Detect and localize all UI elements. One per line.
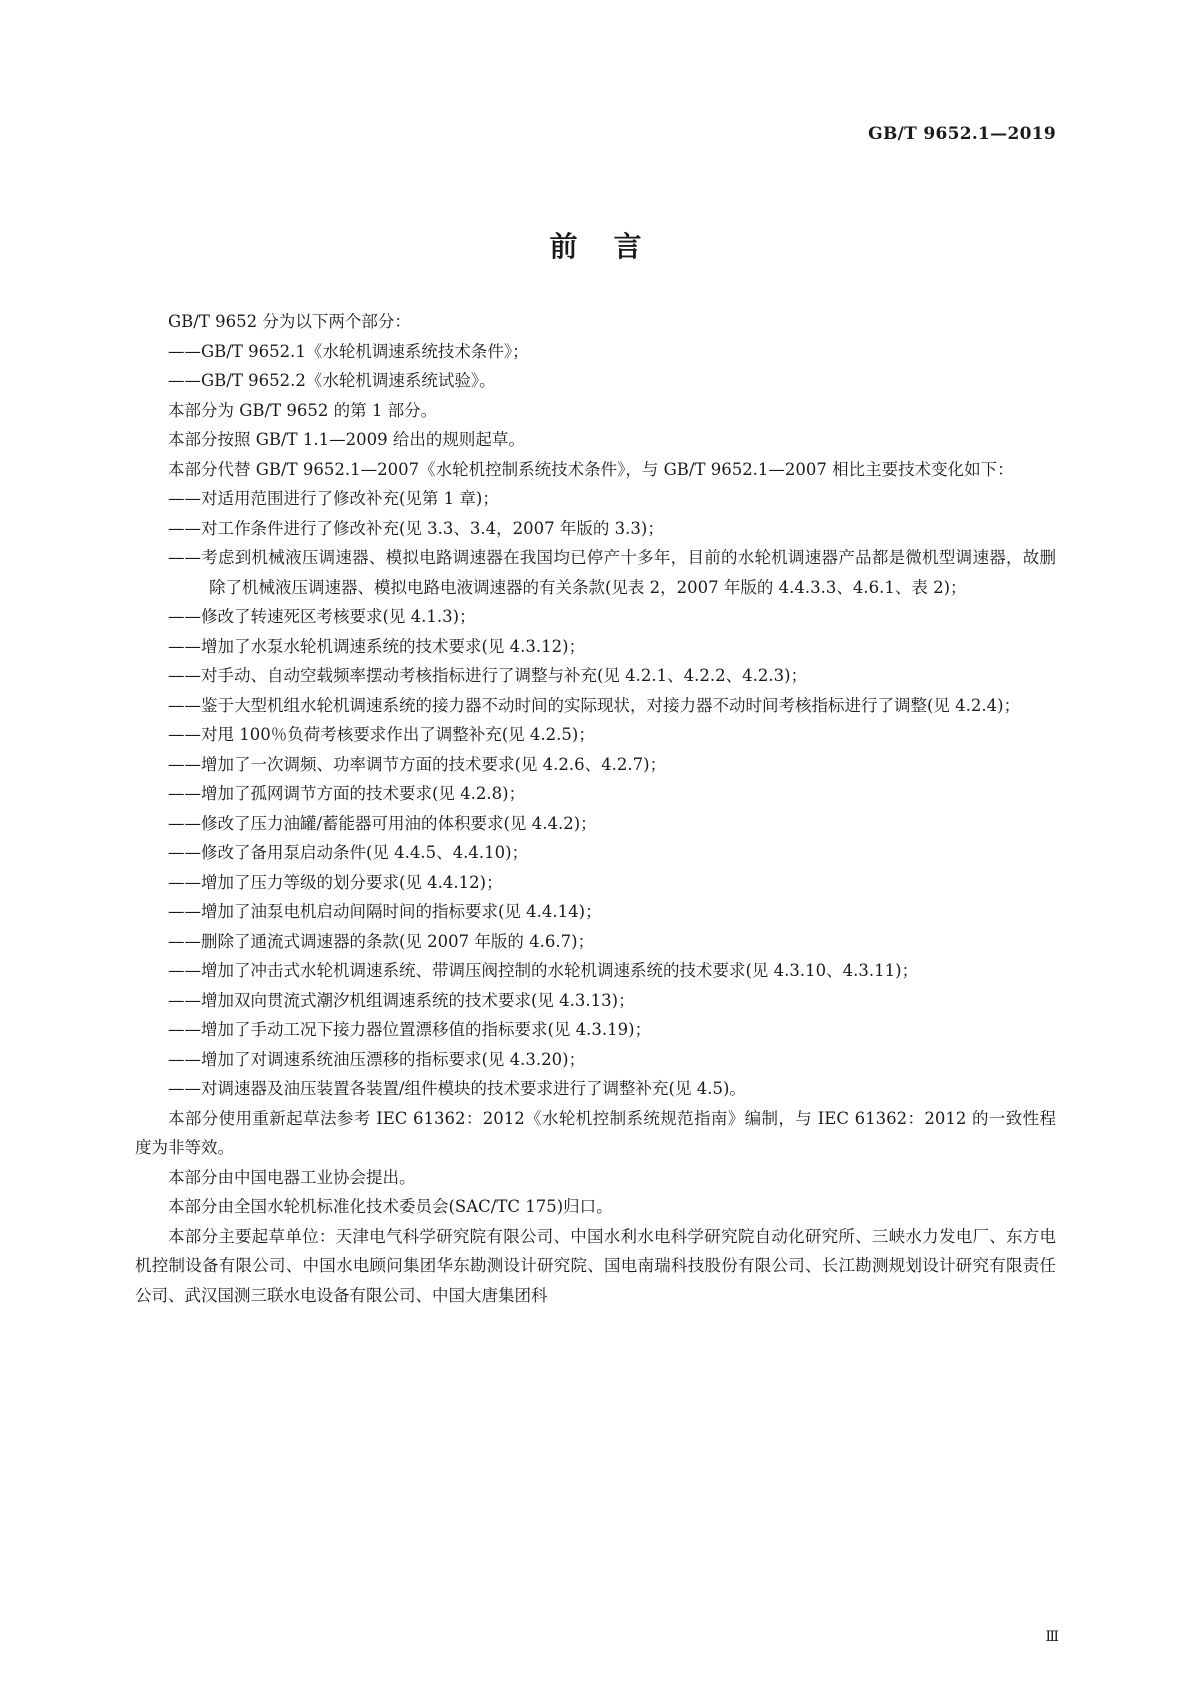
list-item: ——对适用范围进行了修改补充(见第 1 章)； (168, 489, 499, 508)
list-item: ——修改了转速死区考核要求(见 4.1.3)； (168, 607, 476, 626)
paragraph: 本部分由全国水轮机标准化技术委员会(SAC/TC 175)归口。 (168, 1197, 613, 1216)
list-item: ——增加双向贯流式潮汐机组调速系统的技术要求(见 4.3.13)； (168, 990, 635, 1010)
page-number: Ⅲ (1045, 1629, 1059, 1645)
list-item: ——删除了通流式调速器的条款(见 2007 年版的 4.6.7)； (168, 931, 595, 951)
paragraph: 本部分按照 GB/T 1.1—2009 给出的规则起草。 (168, 430, 525, 449)
paragraph: 本部分由中国电器工业协会提出。 (168, 1167, 416, 1187)
list-item: ——增加了水泵水轮机调速系统的技术要求(见 4.3.12)； (168, 636, 586, 656)
list-item: ——增加了对调速系统油压漂移的指标要求(见 4.3.20)； (168, 1049, 586, 1069)
list-item: ——GB/T 9652.1《水轮机调速系统技术条件》； (168, 341, 529, 361)
paragraph: 本部分为 GB/T 9652 的第 1 部分。 (168, 400, 438, 420)
list-item: ——对甩 100％负荷考核要求作出了调整补充(见 4.2.5)； (168, 725, 595, 744)
list-item: ——对调速器及油压装置各装置/组件模块的技术要求进行了调整补充(见 4.5)。 (168, 1079, 746, 1098)
list-item: ——增加了压力等级的划分要求(见 4.4.12)； (168, 872, 503, 892)
page-title: 前言 (549, 230, 678, 263)
foreword-body (135, 307, 1056, 1310)
list-item: ——增加了冲击式水轮机调速系统、带调压阀控制的水轮机调速系统的技术要求(见 4.3.10、4.3.11)； (168, 961, 919, 980)
list-item: ——增加了手动工况下接力器位置漂移值的指标要求(见 4.3.19)； (168, 1020, 652, 1039)
list-item: ——对手动、自动空载频率摆动考核指标进行了调整与补充(见 4.2.1、4.2.2、4.2.3)； (168, 666, 808, 685)
paragraph: GB/T 9652 分为以下两个部分： (168, 312, 411, 331)
standard-code: GB/T 9652.1—2019 (868, 124, 1056, 144)
list-item: ——增加了油泵电机启动间隔时间的指标要求(见 4.4.14)； (168, 902, 602, 921)
list-item: ——增加了一次调频、功率调节方面的技术要求(见 4.2.6、4.2.7)； (168, 754, 667, 774)
list-item: ——修改了备用泵启动条件(见 4.4.5、4.4.10)； (168, 843, 529, 862)
list-item: ——对工作条件进行了修改补充(见 3.3、3.4，2007 年版的 3.3)； (168, 518, 664, 538)
list-item: ——鉴于大型机组水轮机调速系统的接力器不动时间的实际现状，对接力器不动时间考核指标进行了调整(见 4.2.4)； (168, 695, 1021, 715)
paragraph: 本部分主要起草单位：天津电气科学研究院有限公司、中国水利水电科学研究院自动化研究所、三峡水力发电厂、东方电机控制设备有限公司、中国水电顾问集团华东勘测设计研究院、国电南瑞科技股份有限公司、长江勘测规划设计研究有限责任公司、武汉国测三联水电设备有限公司、中国大唐集团科 (135, 1226, 1056, 1305)
list-item: ——考虑到机械液压调速器、模拟电路调速器在我国均已停产十多年，目前的水轮机调速器产品都是微机型调速器，故删除了机械液压调速器、模拟电路电液调速器的有关条款(见表 2，2007 年版的 4.4.3.3、4.6.1、表 2)； (168, 548, 1056, 597)
list-item: ——修改了压力油罐/蓄能器可用油的体积要求(见 4.4.2)； (168, 813, 597, 833)
list-item: ——GB/T 9652.2《水轮机调速系统试验》。 (168, 371, 496, 390)
paragraph: 本部分使用重新起草法参考 IEC 61362：2012《水轮机控制系统规范指南》编制，与 IEC 61362：2012 的一致性程度为非等效。 (135, 1108, 1056, 1157)
list-item: ——增加了孤网调节方面的技术要求(见 4.2.8)； (168, 784, 526, 803)
paragraph: 本部分代替 GB/T 9652.1—2007《水轮机控制系统技术条件》，与 GB/T 9652.1—2007 相比主要技术变化如下： (168, 459, 1014, 479)
